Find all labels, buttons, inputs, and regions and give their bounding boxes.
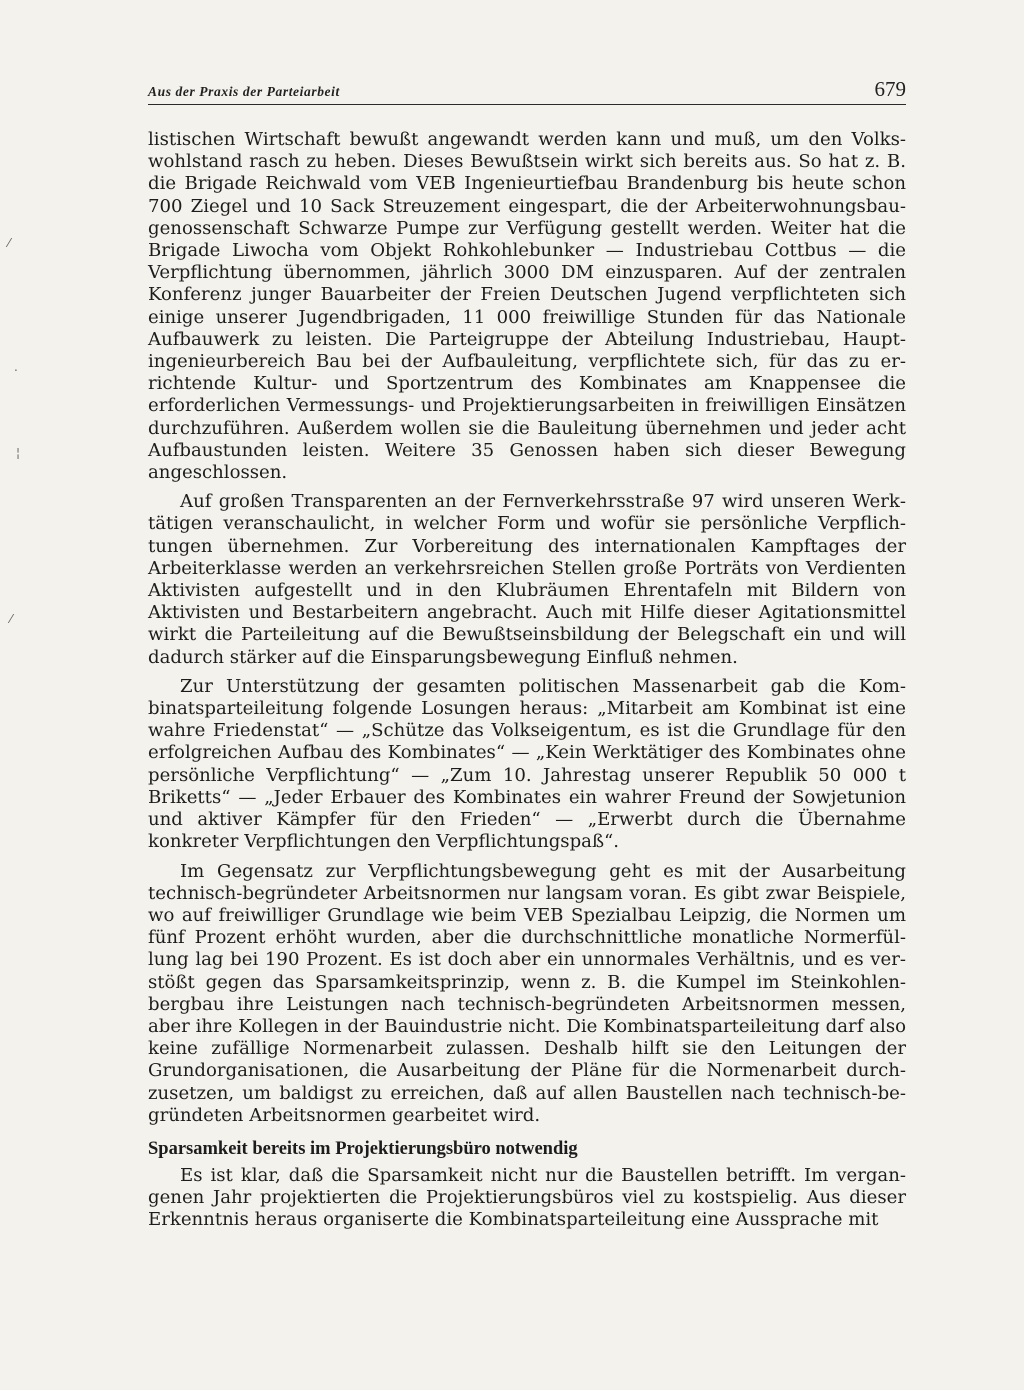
- paragraph-transparents: Auf großen Transparenten an der Fernverkehrsstraße 97 wird unseren Werktätigen veranschaulicht, in welcher Form und wofür sie persönliche Verpflichtungen übernehmen. Zur Vorbereitung des internationalen Kampftages der Arbeiterklasse werden an verkehrsreichen Stellen große Porträts von Verdienten Aktivisten aufgestellt und in den Klubräumen Ehrentafeln mit Bildern von Aktivisten und Bestarbeitern angebracht. Auch mit Hilfe dieser Agitationsmittel wirkt die Parteileitung auf die Bewußtseinsbildung der Belegschaft ein und will dadurch stärker auf die Einsparungsbewegung Einfluß nehmen.: [148, 491, 906, 668]
- margin-mark: ⁄: [10, 612, 13, 626]
- page-number: 679: [874, 77, 906, 101]
- body-text: [148, 129, 906, 1232]
- margin-mark: ⁄: [8, 236, 11, 250]
- margin-mark: ‧: [14, 364, 18, 378]
- paragraph-slogans: Zur Unterstützung der gesamten politischen Massenarbeit gab die Kombinatsparteileitung folgende Losungen heraus: „Mitarbeit am Kombinat ist eine wahre Friedenstat“ — „Schütze das Volkseigentum, es ist die Grundlage für den erfolgreichen Aufbau des Kombinates“ — „Kein Werktätiger des Kombinates ohne persönliche Verpflichtung“ — „Zum 10. Jahrestag unserer Republik 50 000 t Briketts“ — „Jeder Erbauer des Kombinates ein wahrer Freund der Sowjetunion und aktiver Kämpfer für den Frieden“ — „Erwerbt durch die Übernahme konkreter Verpflichtungen den Verpflichtungspaß“.: [148, 675, 906, 853]
- paragraph-continuation: listischen Wirtschaft bewußt angewandt werden kann und muß, um den Volkswohlstand rasch zu heben. Dieses Bewußtsein wirkt sich bereits aus. So hat z. B. die Brigade Reichwald vom VEB Ingenieurtiefbau Brandenburg bis heute schon 700 Ziegel und 10 Sack Streuzement eingespart, die der Arbeiterwohnungsbaugenossenschaft Schwarze Pumpe zur Verfügung gestellt werden. Weiter hat die Brigade Liwocha vom Objekt Rohkohlebunker — Industriebau Cottbus — die Verpflichtung übernommen, jährlich 3000 DM einzusparen. Auf der zentralen Konferenz junger Bauarbeiter der Freien Deutschen Jugend verpflichteten sich einige unserer Jugendbrigaden, 11 000 freiwillige Stunden für das Nationale Aufbauwerk zu leisten. Die Parteigruppe der Abteilung Industriebau, Hauptingenieurbereich Bau bei der Aufbauleitung, verpflichtete sich, für das zu errichtende Kultur- und Sportzentrum des Kombinates am Knappensee die erforderlichen Vermessungs- und Projektierungsarbeiten in freiwilligen Einsätzen durchzuführen. Außerdem wollen sie die Bauleitung übernehmen und jeder acht Aufbaustunden leisten. Weitere 35 Genossen haben sich dieser Bewegung angeschlossen.: [148, 129, 906, 484]
- running-title: Aus der Praxis der Parteiarbeit: [148, 84, 340, 99]
- page-header: [148, 78, 906, 105]
- section-heading: Sparsamkeit bereits im Projektierungsbüro notwendig: [148, 1138, 578, 1159]
- margin-mark: ¦: [16, 446, 21, 460]
- paragraph-projection-offices: Es ist klar, daß die Sparsamkeit nicht nur die Baustellen betrifft. Im vergangenen Jahr projektierten die Projektierungsbüros viel zu kostspielig. Aus dieser Erkenntnis heraus organiserte die Kombinatsparteileitung eine Aussprache mit: [148, 1164, 906, 1231]
- paragraph-work-norms: Im Gegensatz zur Verpflichtungsbewegung geht es mit der Ausarbeitung technisch-begründeter Arbeitsnormen nur langsam voran. Es gibt zwar Beispiele, wo auf freiwilliger Grundlage wie beim VEB Spezialbau Leipzig, die Normen um fünf Prozent erhöht wurden, aber die durchschnittliche monatliche Normerfüllung lag bei 190 Prozent. Es ist doch aber ein unnormales Verhältnis, und es verstößt gegen das Sparsamkeitsprinzip, wenn z. B. die Kumpel im Steinkohlenbergbau ihre Leistungen nach technisch-begründeten Arbeitsnormen messen, aber ihre Kollegen in der Bauindustrie nicht. Die Kombinatsparteileitung darf also keine zufällige Normenarbeit zulassen. Deshalb hilft sie den Leitungen der Grundorganisationen, die Ausarbeitung der Pläne für die Normenarbeit durchzusetzen, um baldigst zu erreichen, daß auf allen Baustellen nach technisch-begründeten Arbeitsnormen gearbeitet wird.: [148, 860, 906, 1126]
